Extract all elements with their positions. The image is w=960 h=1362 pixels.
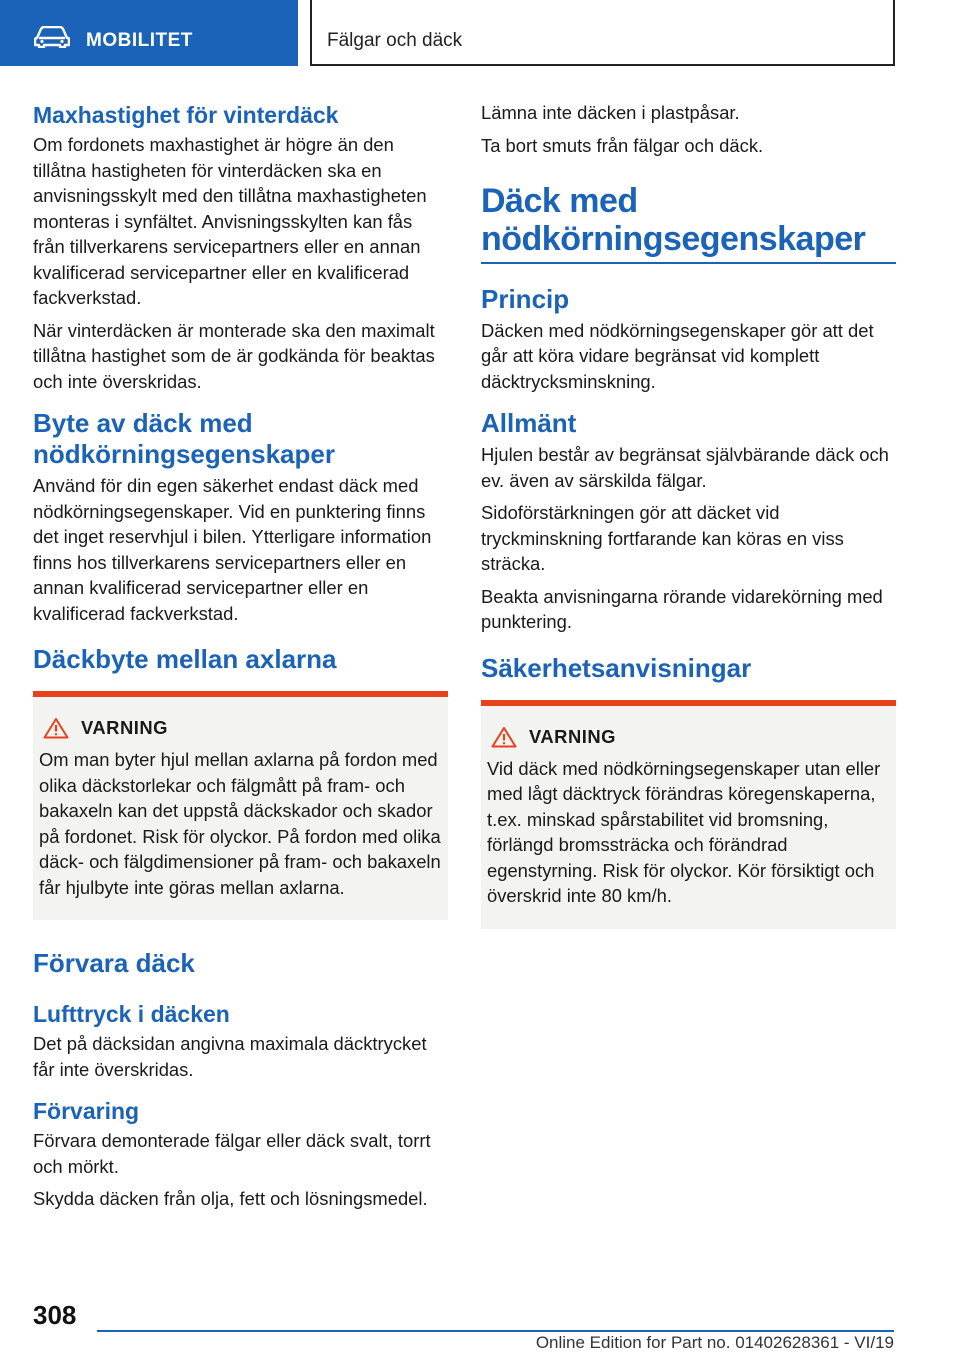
warning-text: Om man byter hjul mellan axlarna på fordon med olika däckstorlekar och fälgmått på fram- och bakaxeln kan det uppstå däckskador och skador på fordonet. Risk för olyckor. På fordon med olika däck- och fälgdimensioner på fram- och bakaxeln får hjulbyte inte göras mellan axlarna.	[39, 749, 441, 898]
warning-box	[481, 700, 896, 929]
paragraph: Hjulen består av begränsat självbärande däck och ev. även av särskilda fälgar.	[481, 444, 889, 491]
chapter-heading: Däck med nödkörningsegenskaper	[481, 182, 866, 258]
subsection-heading: Lufttryck i däcken	[33, 1001, 230, 1027]
warning-text: Vid däck med nödkörningsegenskaper utan eller med lågt däcktryck förändras köregenskaperna, t.ex. minskad spårstabilitet vid bromsning, förlängd bromssträcka och förändrad egenstyrning. Risk för olyckor. Kör försiktigt och överskrid inte 80 km/h.	[487, 757, 881, 906]
left-column	[33, 100, 448, 1219]
paragraph: När vinterdäcken är monterade ska den maximalt tillåtna hastighet som de är godkända för beaktas och inte överskridas.	[33, 319, 435, 392]
warning-title: VARNING	[529, 725, 616, 747]
section-heading: Allmänt	[481, 408, 577, 438]
right-column	[481, 100, 896, 945]
paragraph: Däcken med nödkörningsegenskaper gör att det går att köra vidare begränsat vid komplett däcktrycksminskning.	[481, 319, 874, 392]
edition-info: Online Edition for Part no. 01402628361 - VI/19	[535, 1333, 894, 1352]
paragraph: Använd för din egen säkerhet endast däck med nödkörningsegenskaper. Vid en punktering finns det inget reservhjul i bilen. Ytterligare information finns hos tillverkarens servicepartners eller en annan kvalificerad servicepartner eller en kvalificerad fackverkstad.	[33, 475, 432, 624]
section-heading: Byte av däck med nödkörningsegenskaper	[33, 408, 335, 469]
page-number: 308	[33, 1300, 77, 1330]
warning-box	[33, 691, 448, 920]
section-tab	[0, 0, 298, 66]
paragraph: Om fordonets maxhastighet är högre än den tillåtna hastigheten för vinterdäcken ska en anvisningsskylt med den tillåtna maxhastigheten monteras i synfältet. Anvisningsskylten kan fås från tillverkarens servicepartners eller en annan kvalificerad servicepartner eller en kvalificerad fackverkstad.	[33, 134, 427, 308]
section-heading: Maxhastighet för vinterdäck	[33, 102, 339, 128]
footer-divider	[97, 1330, 894, 1332]
heading-divider	[481, 262, 896, 264]
section-heading: Säkerhetsanvisningar	[481, 652, 752, 683]
car-icon	[34, 26, 70, 48]
section-heading: Däckbyte mellan axlarna	[33, 644, 337, 674]
section-heading: Förvara däck	[33, 948, 195, 978]
warning-title: VARNING	[81, 717, 168, 738]
chapter-title: Fälgar och däck	[327, 30, 463, 51]
warning-icon	[43, 717, 69, 739]
paragraph: Beakta anvisningarna rörande vidarekörning med punktering.	[481, 585, 883, 632]
section-heading: Princip	[481, 283, 570, 314]
paragraph: Lämna inte däcken i plastpåsar.	[481, 102, 740, 123]
section-tab-label: MOBILITET	[86, 30, 193, 51]
paragraph: Sidoförstärkningen gör att däcket vid tryckminskning fortfarande kan köras en viss sträcka.	[481, 502, 844, 574]
paragraph: Skydda däcken från olja, fett och lösningsmedel.	[33, 1188, 428, 1209]
subsection-heading: Förvaring	[33, 1098, 140, 1124]
chapter-header	[310, 0, 895, 66]
warning-icon	[491, 726, 517, 748]
paragraph: Förvara demonterade fälgar eller däck svalt, torrt och mörkt.	[33, 1130, 431, 1177]
paragraph: Ta bort smuts från fälgar och däck.	[481, 134, 764, 156]
paragraph: Det på däcksidan angivna maximala däcktrycket får inte överskridas.	[33, 1033, 427, 1080]
